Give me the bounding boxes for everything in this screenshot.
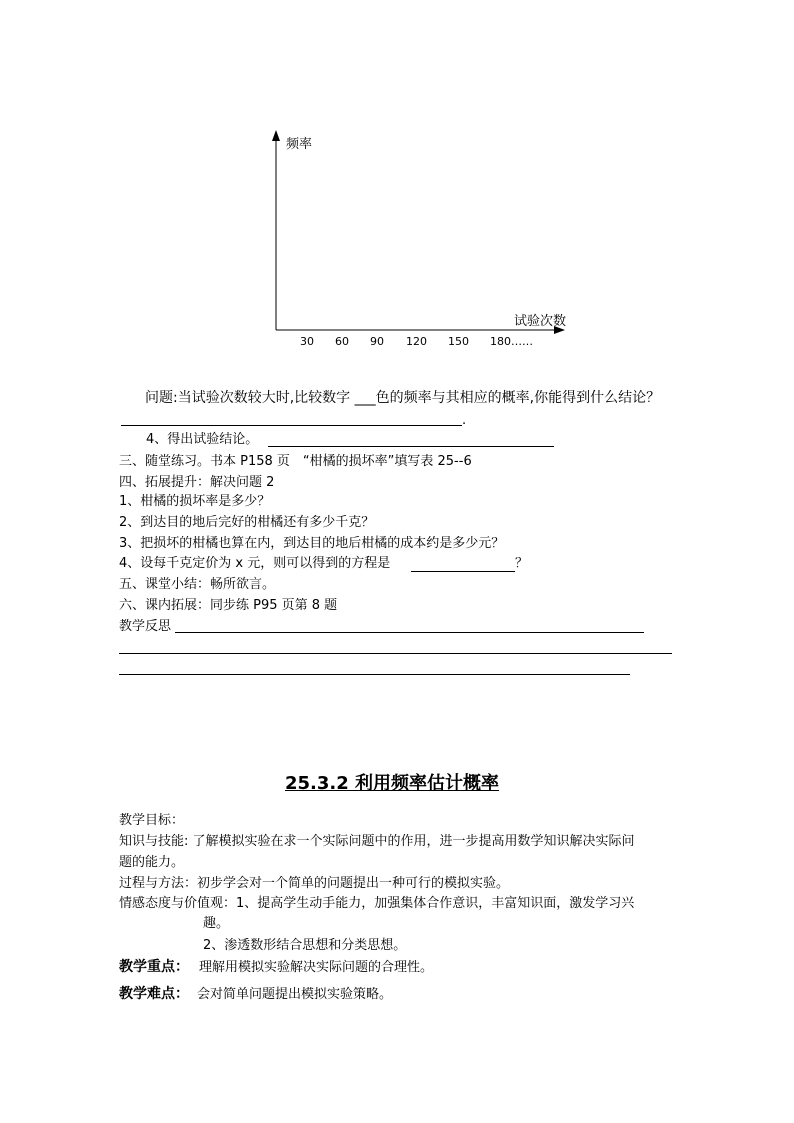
reflection-line-3[interactable] [119,674,630,675]
y-axis-arrow [272,130,280,141]
question-3: 3、把损坏的柑橘也算在内，到达目的地后柑橘的成本约是多少元？ [119,536,505,551]
reflection-line-1[interactable] [175,632,644,633]
difficulty-label: 教学难点： [119,986,189,1002]
step4-text: 4、得出试验结论。 [146,432,259,447]
question-4: 4、设每千克定价为 x 元，则可以得到的方程是 [119,556,391,571]
difficulty-text: 会对简单问题提出模拟实验策略。 [197,987,393,1002]
question-text: 问题:当试验次数较大时,比较数字 ___色的频率与其相应的概率,你能得到什么结论？ [145,390,661,406]
question-4-suffix: ？ [515,556,529,571]
tick-label: 150 [448,335,469,348]
knowledge-line-1: 知识与技能: 了解模拟实验在求一个实际问题中的作用，进一步提高用数学知识解决实际问 [119,834,635,849]
process-line: 过程与方法：初步学会对一个简单的问题提出一种可行的模拟实验。 [119,876,510,891]
y-axis-label: 频率 [286,137,313,152]
equation-blank-line[interactable] [411,571,515,572]
x-axis-label: 试验次数 [514,314,567,329]
emotion-line-1: 情感态度与价值观：1、提高学生动手能力，加强集体合作意识，丰富知识面，激发学习兴 [119,896,635,911]
answer-period: . [462,413,467,428]
key-point-label: 教学重点： [119,959,189,975]
reflection-label: 教学反思 [119,619,172,634]
tick-label: 180…… [490,335,533,348]
reflection-line-2[interactable] [119,653,672,654]
tick-label: 90 [370,335,384,348]
conclusion-blank-line[interactable] [268,446,554,447]
question-1: 1、柑橘的损坏率是多少？ [119,494,271,509]
knowledge-line-2: 题的能力。 [119,855,185,870]
emotion-line-3: 2、渗透数形结合思想和分类思想。 [203,938,407,953]
summary-text: 五、课堂小结：畅所欲言。 [119,577,276,592]
practice-text: 三、随堂练习。书本 P158 页 “柑橘的损坏率”填写表 25--6 [119,454,472,469]
goals-heading: 教学目标： [119,813,185,828]
extend-heading: 四、拓展提升：解决问题 2 [119,475,275,490]
inner-extend-text: 六、课内拓展：同步练 P95 页第 8 题 [119,598,338,613]
frequency-graph [0,0,794,360]
tick-label: 60 [335,335,349,348]
tick-label: 30 [300,335,314,348]
emotion-line-2: 趣。 [203,916,230,931]
question-2: 2、到达目的地后完好的柑橘还有多少千克？ [119,515,375,530]
tick-label: 120 [406,335,427,348]
answer-blank-line[interactable] [121,425,462,426]
key-point-text: 理解用模拟实验解决实际问题的合理性。 [199,960,434,975]
lesson-title: 25.3.2 利用频率估计概率 [285,773,500,794]
